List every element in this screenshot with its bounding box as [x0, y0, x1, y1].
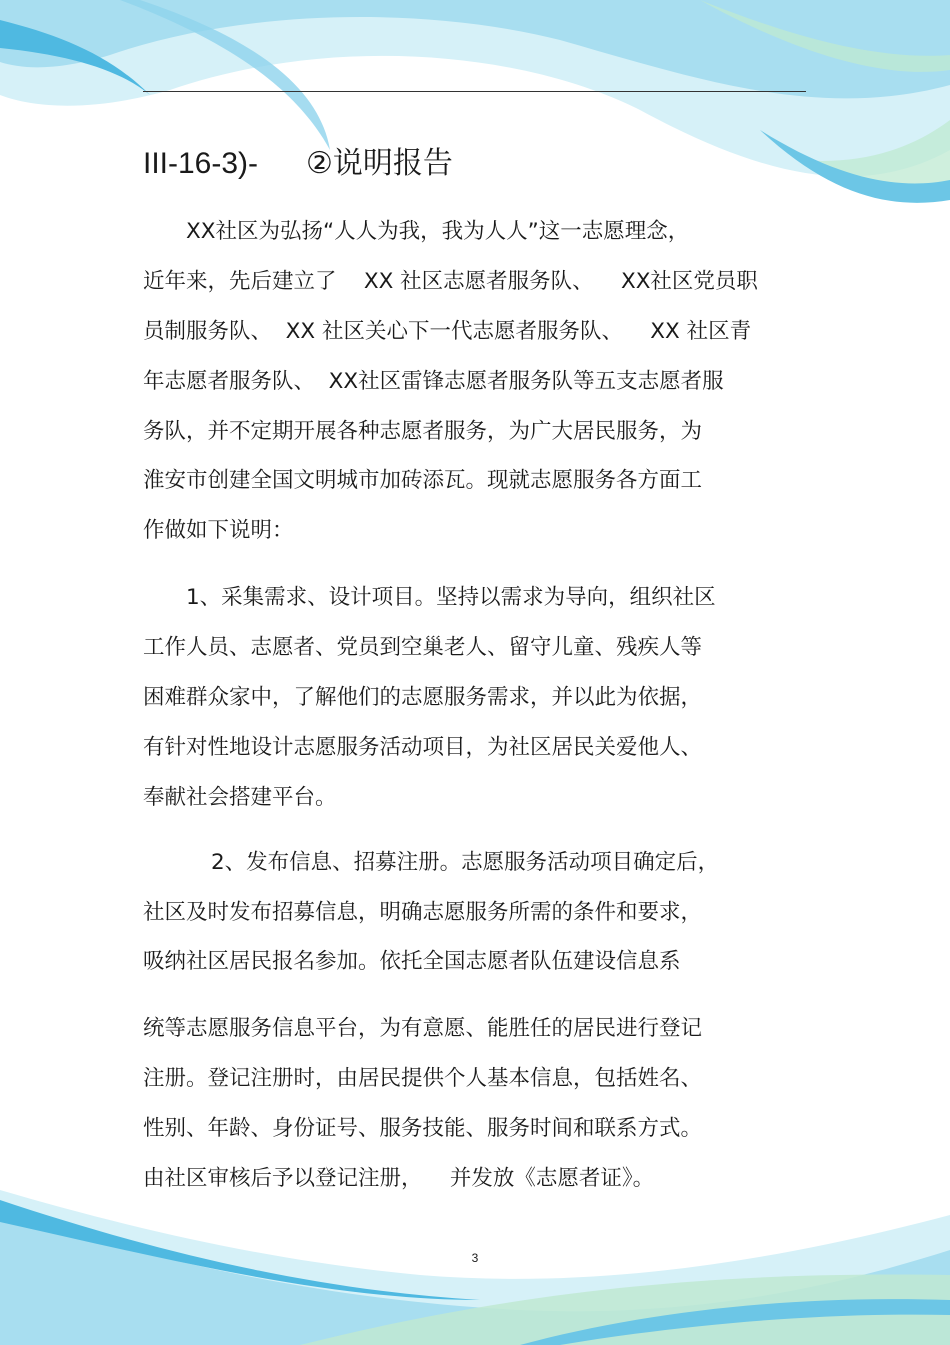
paragraph-line: 性别、年龄、身份证号、服务技能、服务时间和联系方式。 — [143, 1116, 703, 1141]
paragraph-line: 年志愿者服务队、 XX社区雷锋志愿者服务队等五支志愿者服 — [143, 369, 724, 394]
paragraph-line: 作做如下说明： — [143, 518, 294, 543]
page-number: 3 — [471, 1251, 479, 1265]
page-title — [143, 138, 453, 182]
paragraph-line: 淮安市创建全国文明城市加砖添瓦。现就志愿服务各方面工 — [143, 468, 703, 493]
paragraph-line: 1、采集需求、设计项目。坚持以需求为导向，组织社区 — [186, 585, 716, 610]
paragraph-line: 务队，并不定期开展各种志愿者服务，为广大居民服务，为 — [143, 419, 703, 444]
paragraph-line: XX社区为弘扬“人人为我，我为人人”这一志愿理念， — [186, 219, 690, 244]
paragraph-line: 工作人员、志愿者、党员到空巢老人、留守儿童、残疾人等 — [143, 635, 703, 660]
paragraph-line: 吸纳社区居民报名参加。依托全国志愿者队伍建设信息系 — [143, 949, 681, 974]
paragraph-line: 社区及时发布招募信息，明确志愿服务所需的条件和要求， — [143, 900, 703, 925]
paragraph-line: 由社区审核后予以登记注册， 并发放《志愿者证》。 — [143, 1166, 655, 1191]
title-text: ②说明报告 — [306, 146, 453, 181]
paragraph-line: 注册。登记注册时，由居民提供个人基本信息，包括姓名、 — [143, 1066, 703, 1091]
document-code: III-16-3)- — [143, 147, 259, 180]
paragraph-line: 统等志愿服务信息平台，为有意愿、能胜任的居民进行登记 — [143, 1016, 703, 1041]
header-rule — [143, 91, 806, 92]
paragraph-line: 近年来，先后建立了 XX 社区志愿者服务队、 XX社区党员职 — [143, 269, 758, 294]
paragraph-line: 员制服务队、 XX 社区关心下一代志愿者服务队、 XX 社区青 — [143, 319, 752, 344]
paragraph-line: 有针对性地设计志愿服务活动项目，为社区居民关爱他人、 — [143, 735, 703, 760]
paragraph-line: 2、发布信息、招募注册。志愿服务活动项目确定后， — [211, 850, 720, 875]
paragraph-line: 奉献社会搭建平台。 — [143, 785, 337, 810]
paragraph-line: 困难群众家中，了解他们的志愿服务需求，并以此为依据， — [143, 685, 703, 710]
